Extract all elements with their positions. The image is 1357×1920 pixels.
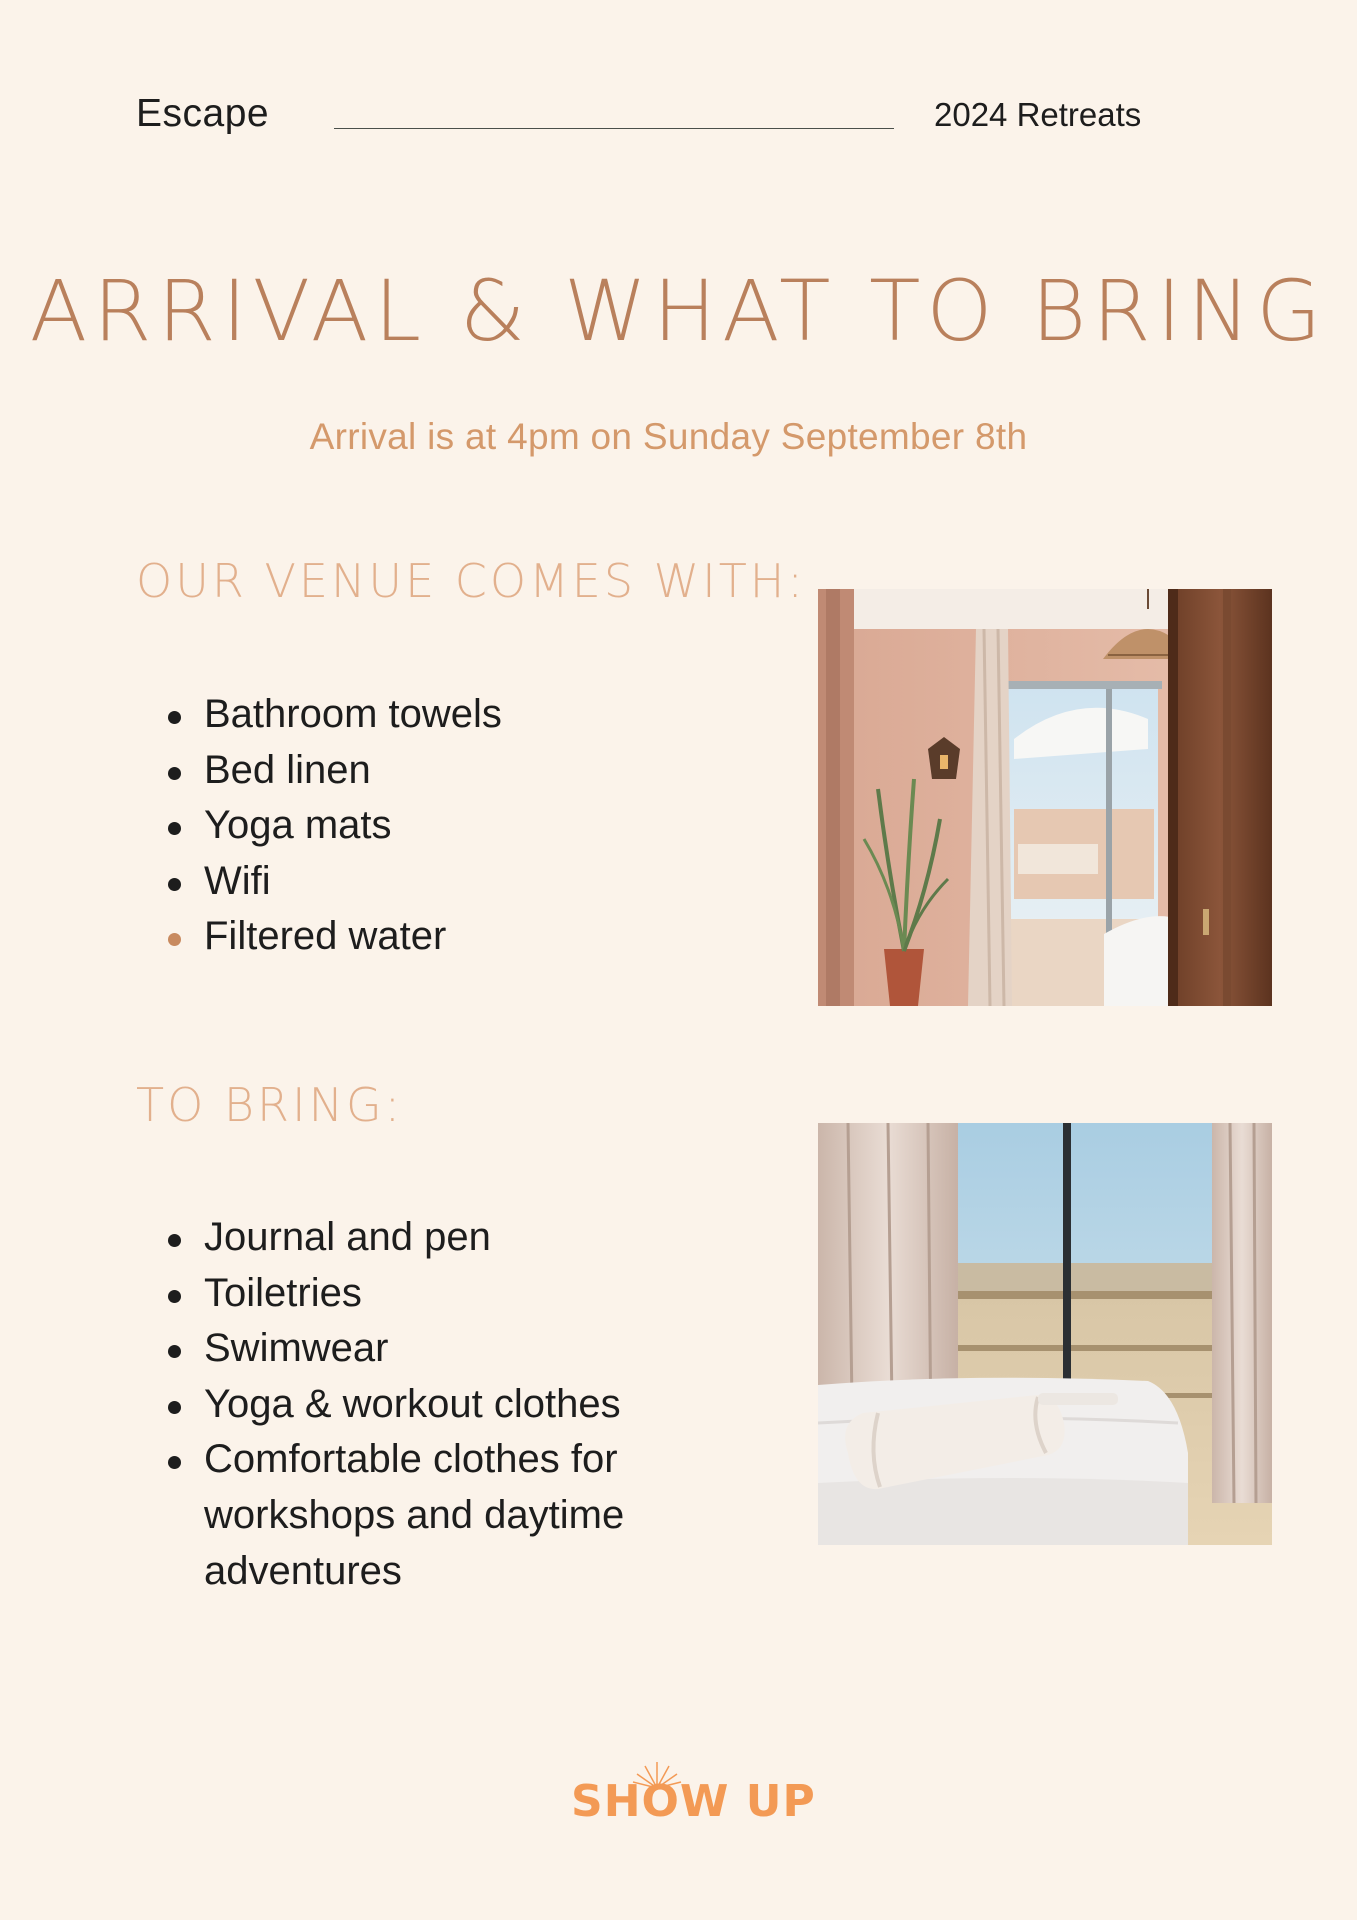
logo-text: SHOW UP bbox=[571, 1776, 816, 1822]
page-title: ARRIVAL & WHAT TO BRING bbox=[29, 262, 1328, 360]
list-item: Wifi bbox=[168, 854, 768, 910]
list-item: Yoga mats bbox=[168, 798, 768, 854]
brand-name: Escape bbox=[136, 92, 270, 135]
list-item: Filtered water bbox=[168, 909, 768, 965]
bedroom-view-photo bbox=[818, 1123, 1272, 1545]
venue-heading: OUR VENUE COMES WITH: bbox=[136, 554, 806, 608]
list-item: Swimwear bbox=[168, 1321, 728, 1377]
venue-list bbox=[168, 687, 768, 965]
bring-list bbox=[168, 1210, 728, 1599]
show-up-logo bbox=[567, 1752, 821, 1822]
header-divider bbox=[334, 128, 894, 129]
bring-heading: TO BRING: bbox=[136, 1078, 404, 1132]
list-item: Yoga & workout clothes bbox=[168, 1377, 728, 1433]
list-item: Comfortable clothes for workshops and daytime adventures bbox=[168, 1432, 728, 1599]
list-item: Bed linen bbox=[168, 743, 768, 799]
list-item: Journal and pen bbox=[168, 1210, 728, 1266]
arrival-subtitle: Arrival is at 4pm on Sunday September 8th bbox=[309, 416, 1028, 457]
venue-room-photo bbox=[818, 589, 1272, 1006]
list-item: Toiletries bbox=[168, 1266, 728, 1322]
list-item: Bathroom towels bbox=[168, 687, 768, 743]
header-tagline: 2024 Retreats bbox=[934, 96, 1142, 133]
